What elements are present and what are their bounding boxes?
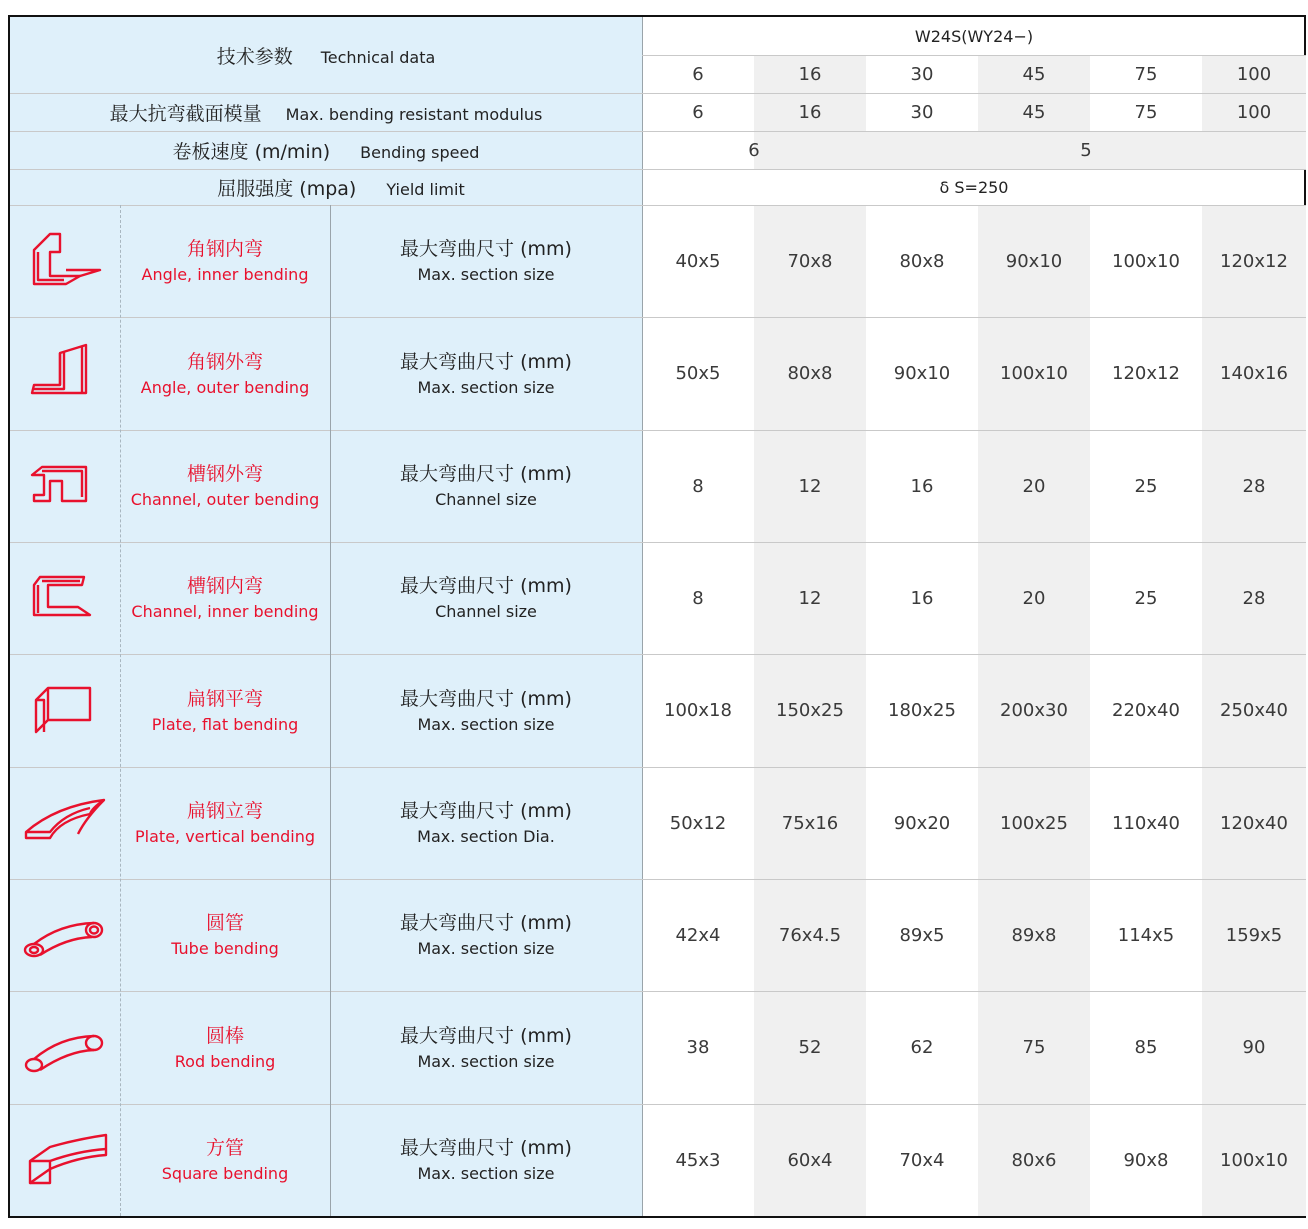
tube-icon bbox=[20, 895, 110, 975]
material-name-en: Rod bending bbox=[174, 1051, 276, 1071]
table-cell-value: 16 bbox=[910, 587, 934, 609]
icon-column-divider bbox=[120, 205, 121, 1216]
model-30: 30 bbox=[910, 63, 934, 85]
table-cell-value: 38 bbox=[686, 1037, 710, 1058]
size-label-cn: 最大弯曲尺寸 (mm) bbox=[400, 687, 572, 710]
size-label-cell bbox=[330, 1104, 642, 1216]
speed-value-b: 5 bbox=[1080, 139, 1092, 161]
size-label-cell bbox=[330, 654, 642, 767]
square-tube-icon bbox=[20, 1120, 110, 1200]
table-cell-value: 110x40 bbox=[1112, 812, 1180, 834]
material-name-cell bbox=[120, 542, 330, 654]
size-label-cn: 最大弯曲尺寸 (mm) bbox=[400, 800, 572, 822]
table-cell-value: 75x16 bbox=[781, 812, 839, 834]
channel-inner-icon bbox=[20, 558, 110, 638]
table-cell-value: 8 bbox=[692, 587, 704, 609]
spec-table bbox=[8, 15, 1306, 1218]
table-cell-value: 60x4 bbox=[787, 1149, 833, 1171]
row-divider bbox=[10, 169, 1306, 170]
size-label-en: Max. section Dia. bbox=[417, 827, 555, 846]
table-cell-value: 90x8 bbox=[1123, 1149, 1169, 1171]
table-cell-value: 12 bbox=[798, 587, 822, 609]
size-label-en: Max. section size bbox=[417, 377, 555, 397]
modulus-value: 75 bbox=[1134, 101, 1158, 123]
table-cell-value: 85 bbox=[1134, 1037, 1158, 1058]
material-name-en: Plate, vertical bending bbox=[135, 827, 315, 846]
material-name-cn: 扁钢立弯 bbox=[186, 800, 263, 822]
material-name-cn: 方管 bbox=[205, 1137, 244, 1159]
size-label-cell bbox=[330, 879, 642, 991]
plate-flat-icon bbox=[20, 671, 110, 751]
size-label-cn: 最大弯曲尺寸 (mm) bbox=[400, 1024, 572, 1047]
table-cell-value: 40x5 bbox=[675, 250, 721, 272]
size-label-cn: 最大弯曲尺寸 (mm) bbox=[400, 912, 572, 934]
table-cell-value: 28 bbox=[1242, 587, 1266, 609]
material-name-cn: 圆棒 bbox=[205, 1024, 244, 1047]
table-cell-value: 20 bbox=[1022, 475, 1046, 497]
material-name-cell bbox=[120, 317, 330, 430]
modulus-value: 45 bbox=[1022, 101, 1046, 123]
size-label-cell bbox=[330, 991, 642, 1104]
material-name-en: Tube bending bbox=[171, 939, 279, 958]
table-cell-value: 8 bbox=[692, 475, 704, 497]
table-cell-value: 80x6 bbox=[1011, 1149, 1057, 1171]
table-cell-value: 90x20 bbox=[893, 812, 951, 834]
technical-data-header bbox=[10, 17, 642, 93]
size-label-en: Max. section size bbox=[417, 1051, 555, 1071]
material-name-en: Channel, inner bending bbox=[131, 602, 319, 621]
material-name-cn: 角钢外弯 bbox=[186, 350, 263, 373]
material-name-cell bbox=[120, 879, 330, 991]
table-cell-value: 100x10 bbox=[1220, 1149, 1288, 1171]
table-cell-value: 25 bbox=[1134, 587, 1158, 609]
material-name-cn: 槽钢内弯 bbox=[186, 575, 263, 597]
speed-en: Bending speed bbox=[360, 142, 480, 162]
table-cell-value: 80x8 bbox=[899, 250, 945, 272]
model-75: 75 bbox=[1134, 63, 1158, 85]
row-divider bbox=[10, 93, 1306, 94]
angle-inner-icon bbox=[20, 221, 110, 301]
table-cell-value: 250x40 bbox=[1220, 700, 1288, 721]
table-cell-value: 42x4 bbox=[675, 924, 721, 946]
speed-label bbox=[10, 131, 642, 169]
modulus-value: 100 bbox=[1236, 101, 1272, 123]
size-label-cn: 最大弯曲尺寸 (mm) bbox=[400, 575, 572, 597]
model-45: 45 bbox=[1022, 63, 1046, 85]
modulus-value: 16 bbox=[798, 101, 822, 123]
plate-vertical-icon bbox=[20, 783, 110, 863]
channel-outer-icon bbox=[20, 446, 110, 526]
yield-value: δ S=250 bbox=[939, 177, 1009, 197]
size-label-en: Channel size bbox=[435, 490, 537, 509]
material-icon-cell bbox=[10, 205, 120, 317]
material-icon-cell bbox=[10, 654, 120, 767]
material-icon-cell bbox=[10, 1104, 120, 1216]
material-name-en: Square bending bbox=[161, 1164, 289, 1183]
table-cell-value: 70x4 bbox=[899, 1149, 945, 1171]
material-name-cell bbox=[120, 1104, 330, 1216]
size-label-cn: 最大弯曲尺寸 (mm) bbox=[400, 1137, 572, 1159]
size-label-en: Max. section size bbox=[417, 714, 555, 734]
table-cell-value: 12 bbox=[798, 475, 822, 497]
row-divider bbox=[10, 131, 1306, 132]
modulus-en: Max. bending resistant modulus bbox=[285, 104, 543, 124]
yield-en: Yield limit bbox=[386, 179, 465, 199]
technical-data-cn: 技术参数 bbox=[216, 45, 293, 68]
material-name-cell bbox=[120, 430, 330, 542]
table-cell-value: 120x12 bbox=[1220, 250, 1288, 272]
table-cell-value: 89x8 bbox=[1011, 924, 1057, 946]
size-label-en: Channel size bbox=[435, 602, 537, 621]
technical-data-en: Technical data bbox=[320, 47, 436, 67]
table-cell-value: 75 bbox=[1022, 1037, 1046, 1058]
size-label-cn: 最大弯曲尺寸 (mm) bbox=[400, 463, 572, 485]
modulus-value: 30 bbox=[910, 101, 934, 123]
table-cell-value: 120x40 bbox=[1220, 812, 1288, 834]
size-label-cell bbox=[330, 430, 642, 542]
size-label-cell bbox=[330, 205, 642, 317]
table-cell-value: 70x8 bbox=[787, 250, 833, 272]
table-cell-value: 100x25 bbox=[1000, 812, 1068, 834]
size-label-cell bbox=[330, 542, 642, 654]
row-divider bbox=[642, 55, 1306, 56]
modulus-label bbox=[10, 93, 642, 131]
model-16: 16 bbox=[798, 63, 822, 85]
material-name-cell bbox=[120, 654, 330, 767]
material-name-cell bbox=[120, 991, 330, 1104]
table-cell-value: 76x4.5 bbox=[778, 924, 842, 946]
table-cell-value: 159x5 bbox=[1225, 924, 1283, 946]
table-cell-value: 80x8 bbox=[787, 363, 833, 384]
size-label-en: Max. section size bbox=[417, 265, 555, 284]
table-cell-value: 100x10 bbox=[1000, 363, 1068, 384]
speed-value-a: 6 bbox=[748, 139, 760, 161]
table-cell-value: 90x10 bbox=[893, 363, 951, 384]
material-name-en: Plate, flat bending bbox=[151, 714, 299, 734]
speed-cn: 卷板速度 (m/min) bbox=[172, 140, 331, 163]
material-icon-cell bbox=[10, 879, 120, 991]
material-icon-cell bbox=[10, 542, 120, 654]
material-name-cell bbox=[120, 767, 330, 879]
table-cell-value: 89x5 bbox=[899, 924, 945, 946]
table-cell-value: 50x12 bbox=[669, 812, 727, 834]
material-name-en: Angle, outer bending bbox=[140, 377, 310, 397]
table-cell-value: 90 bbox=[1242, 1037, 1266, 1058]
size-column-divider bbox=[330, 205, 331, 1216]
rod-icon bbox=[20, 1008, 110, 1088]
model-100: 100 bbox=[1236, 63, 1272, 85]
table-cell-value: 120x12 bbox=[1112, 363, 1180, 384]
modulus-value: 6 bbox=[692, 101, 704, 123]
table-cell-value: 90x10 bbox=[1005, 250, 1063, 272]
table-cell-value: 140x16 bbox=[1220, 363, 1288, 384]
size-label-cn: 最大弯曲尺寸 (mm) bbox=[400, 238, 572, 260]
table-cell-value: 45x3 bbox=[675, 1149, 721, 1171]
yield-cn: 屈服强度 (mpa) bbox=[217, 177, 357, 200]
table-cell-value: 25 bbox=[1134, 475, 1158, 497]
material-icon-cell bbox=[10, 991, 120, 1104]
material-name-cn: 槽钢外弯 bbox=[186, 463, 263, 485]
table-cell-value: 20 bbox=[1022, 587, 1046, 609]
table-cell-value: 114x5 bbox=[1117, 924, 1175, 946]
size-label-cell bbox=[330, 767, 642, 879]
size-label-cn: 最大弯曲尺寸 (mm) bbox=[400, 350, 572, 373]
table-cell-value: 52 bbox=[798, 1037, 822, 1058]
table-cell-value: 16 bbox=[910, 475, 934, 497]
table-cell-value: 100x10 bbox=[1112, 250, 1180, 272]
table-cell-value: 150x25 bbox=[776, 700, 844, 721]
angle-outer-icon bbox=[20, 334, 110, 414]
material-name-en: Angle, inner bending bbox=[141, 265, 309, 284]
table-cell-value: 220x40 bbox=[1112, 700, 1180, 721]
material-name-cn: 圆管 bbox=[205, 912, 244, 934]
table-cell-value: 180x25 bbox=[888, 700, 956, 721]
material-name-cn: 角钢内弯 bbox=[186, 238, 263, 260]
yield-label bbox=[10, 169, 642, 205]
size-label-en: Max. section size bbox=[417, 1164, 555, 1183]
table-cell-value: 62 bbox=[910, 1037, 934, 1058]
table-cell-value: 50x5 bbox=[675, 363, 721, 384]
size-label-en: Max. section size bbox=[417, 939, 555, 958]
material-name-cell bbox=[120, 205, 330, 317]
model-series-title: W24S(WY24−) bbox=[914, 26, 1034, 46]
table-cell-value: 100x18 bbox=[664, 700, 732, 721]
material-icon-cell bbox=[10, 430, 120, 542]
material-icon-cell bbox=[10, 767, 120, 879]
material-name-en: Channel, outer bending bbox=[130, 490, 320, 509]
size-label-cell bbox=[330, 317, 642, 430]
modulus-cn: 最大抗弯截面模量 bbox=[109, 102, 262, 125]
table-cell-value: 200x30 bbox=[1000, 700, 1068, 721]
material-icon-cell bbox=[10, 317, 120, 430]
material-name-cn: 扁钢平弯 bbox=[186, 687, 263, 710]
model-6: 6 bbox=[692, 63, 704, 85]
table-cell-value: 28 bbox=[1242, 475, 1266, 497]
